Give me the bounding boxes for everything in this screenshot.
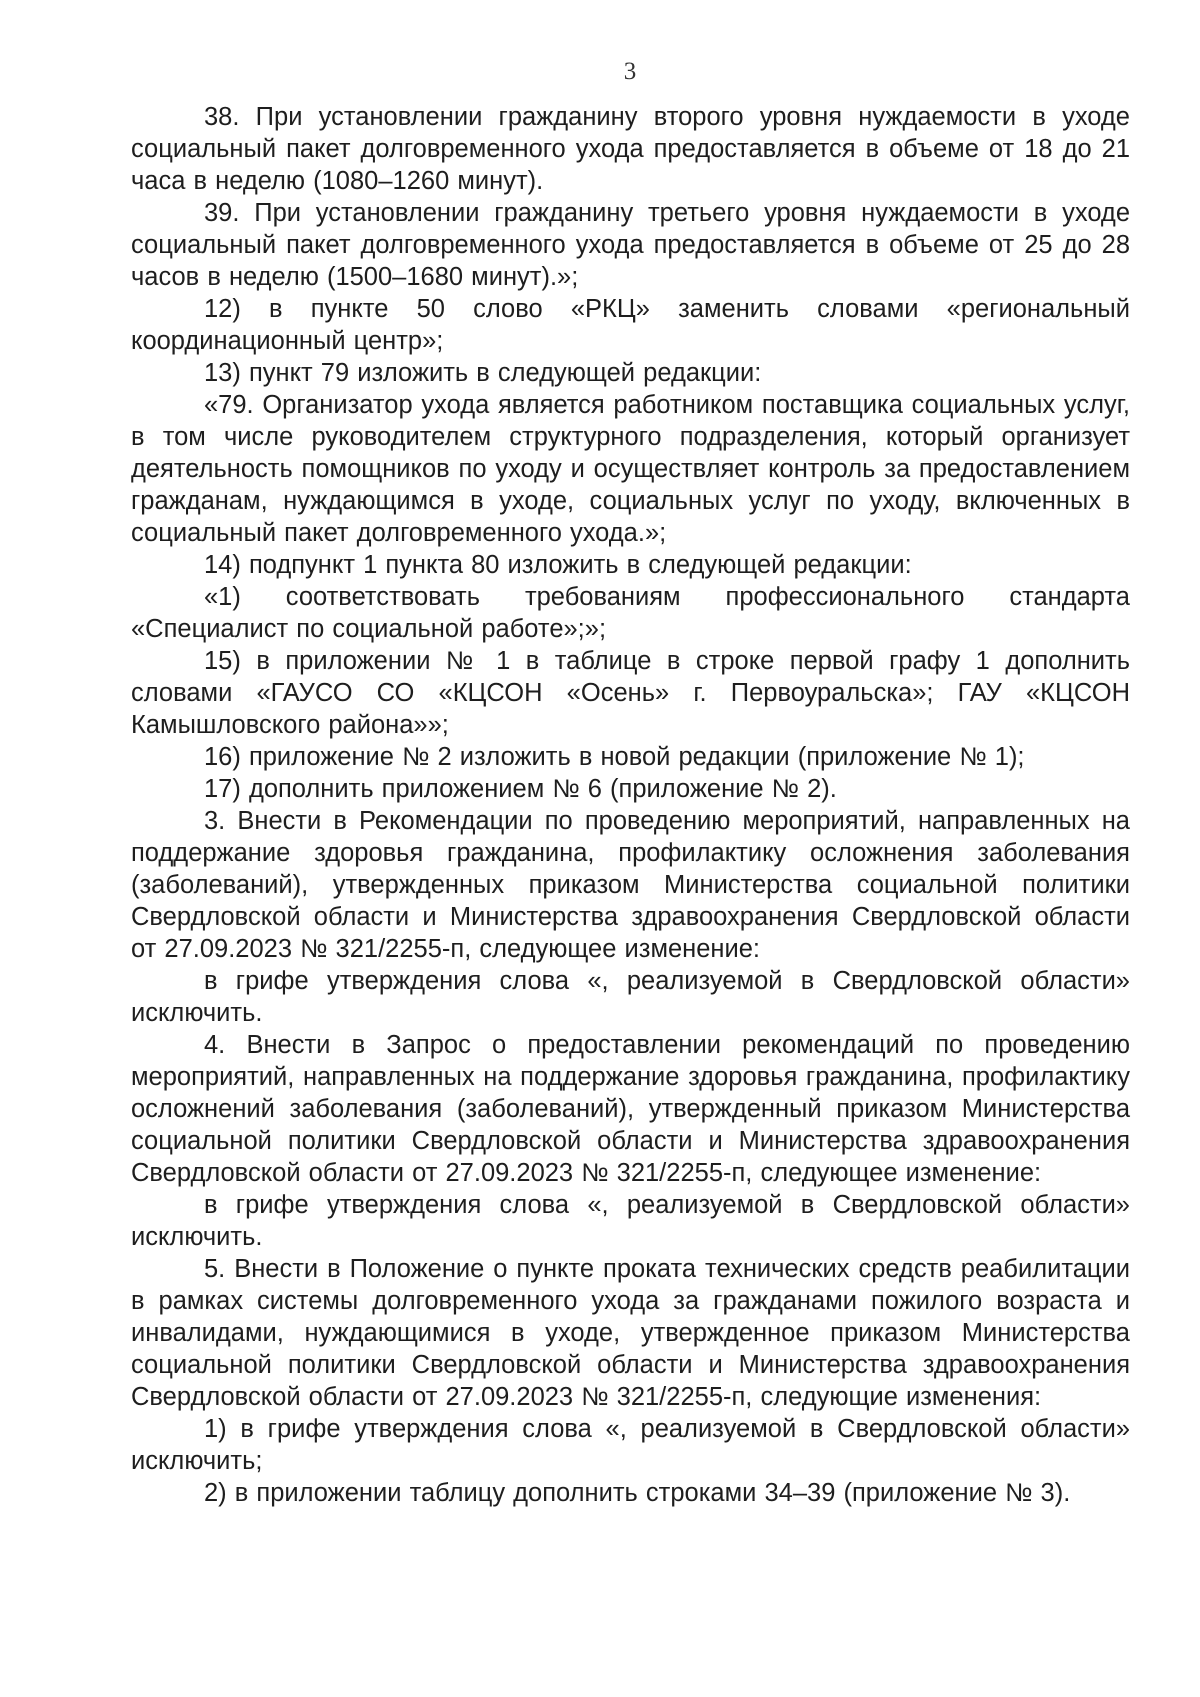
paragraph-39: 39. При установлении гражданину третьего уровня нуждаемости в уходе социальный пакет долговременного ухода предоставляется в объеме от 25 до 28 часов в неделю (1500–1680 минут).»; <box>131 199 1130 291</box>
paragraph-38: 38. При установлении гражданину второго уровня нуждаемости в уходе социальный пакет долговременного ухода предоставляется в объеме от 18 до 21 часа в неделю (1080–1260 минут). <box>131 103 1130 195</box>
paragraph-item-15: 15) в приложении № 1 в таблице в строке первой графу 1 дополнить словами «ГАУСО СО «КЦСОН «Осень» г. Первоуральска»; ГАУ «КЦСОН Камышловского района»»; <box>131 647 1130 739</box>
paragraph-section-4-change: в грифе утверждения слова «, реализуемой в Свердловской области» исключить. <box>131 1191 1130 1251</box>
paragraph-item-13: 13) пункт 79 изложить в следующей редакции: <box>204 359 762 387</box>
paragraph-item-12: 12) в пункте 50 слово «РКЦ» заменить словами «региональный координационный центр»; <box>131 295 1130 355</box>
paragraph-item-16: 16) приложение № 2 изложить в новой редакции (приложение № 1); <box>204 743 1025 771</box>
paragraph-subitem-1: «1) соответствовать требованиям профессионального стандарта «Специалист по социальной работе»;»; <box>131 583 1130 643</box>
paragraph-section-5-item-2: 2) в приложении таблицу дополнить строками 34–39 (приложение № 3). <box>204 1479 1071 1507</box>
paragraph-section-5: 5. Внести в Положение о пункте проката технических средств реабилитации в рамках системы долговременного ухода за гражданами пожилого возраста и инвалидами, нуждающимися в уходе, утвержденное приказом Министерства социальной политики Свердловской области и Министерства здравоохранения Свердловской области от 27.09.2023 № 321/2255-п, следующие изменения: <box>131 1255 1130 1411</box>
paragraph-section-3: 3. Внести в Рекомендации по проведению мероприятий, направленных на поддержание здоровья гражданина, профилактику осложнения заболевания (заболеваний), утвержденных приказом Министерства социальной политики Свердловской области и Министерства здравоохранения Свердловской области от 27.09.2023 № 321/2255-п, следующее изменение: <box>131 807 1130 963</box>
paragraph-section-5-item-1: 1) в грифе утверждения слова «, реализуемой в Свердловской области» исключить; <box>131 1415 1130 1475</box>
paragraph-section-4: 4. Внести в Запрос о предоставлении рекомендаций по проведению мероприятий, направленных на поддержание здоровья гражданина, профилактику осложнений заболевания (заболеваний), утвержденный приказом Министерства социальной политики Свердловской области и Министерства здравоохранения Свердловской области от 27.09.2023 № 321/2255-п, следующее изменение: <box>131 1031 1130 1187</box>
page-number: 3 <box>623 58 637 85</box>
paragraph-item-14: 14) подпункт 1 пункта 80 изложить в следующей редакции: <box>204 551 912 579</box>
paragraph-section-3-change: в грифе утверждения слова «, реализуемой в Свердловской области» исключить. <box>131 967 1130 1027</box>
paragraph-item-17: 17) дополнить приложением № 6 (приложение № 2). <box>204 775 837 803</box>
document-body <box>131 101 1130 1509</box>
paragraph-79: «79. Организатор ухода является работником поставщика социальных услуг, в том числе руководителем структурного подразделения, который организует деятельность помощников по уходу и осуществляет контроль за предоставлением гражданам, нуждающимся в уходе, социальных услуг по уходу, включенных в социальный пакет долговременного ухода.»; <box>131 391 1130 547</box>
